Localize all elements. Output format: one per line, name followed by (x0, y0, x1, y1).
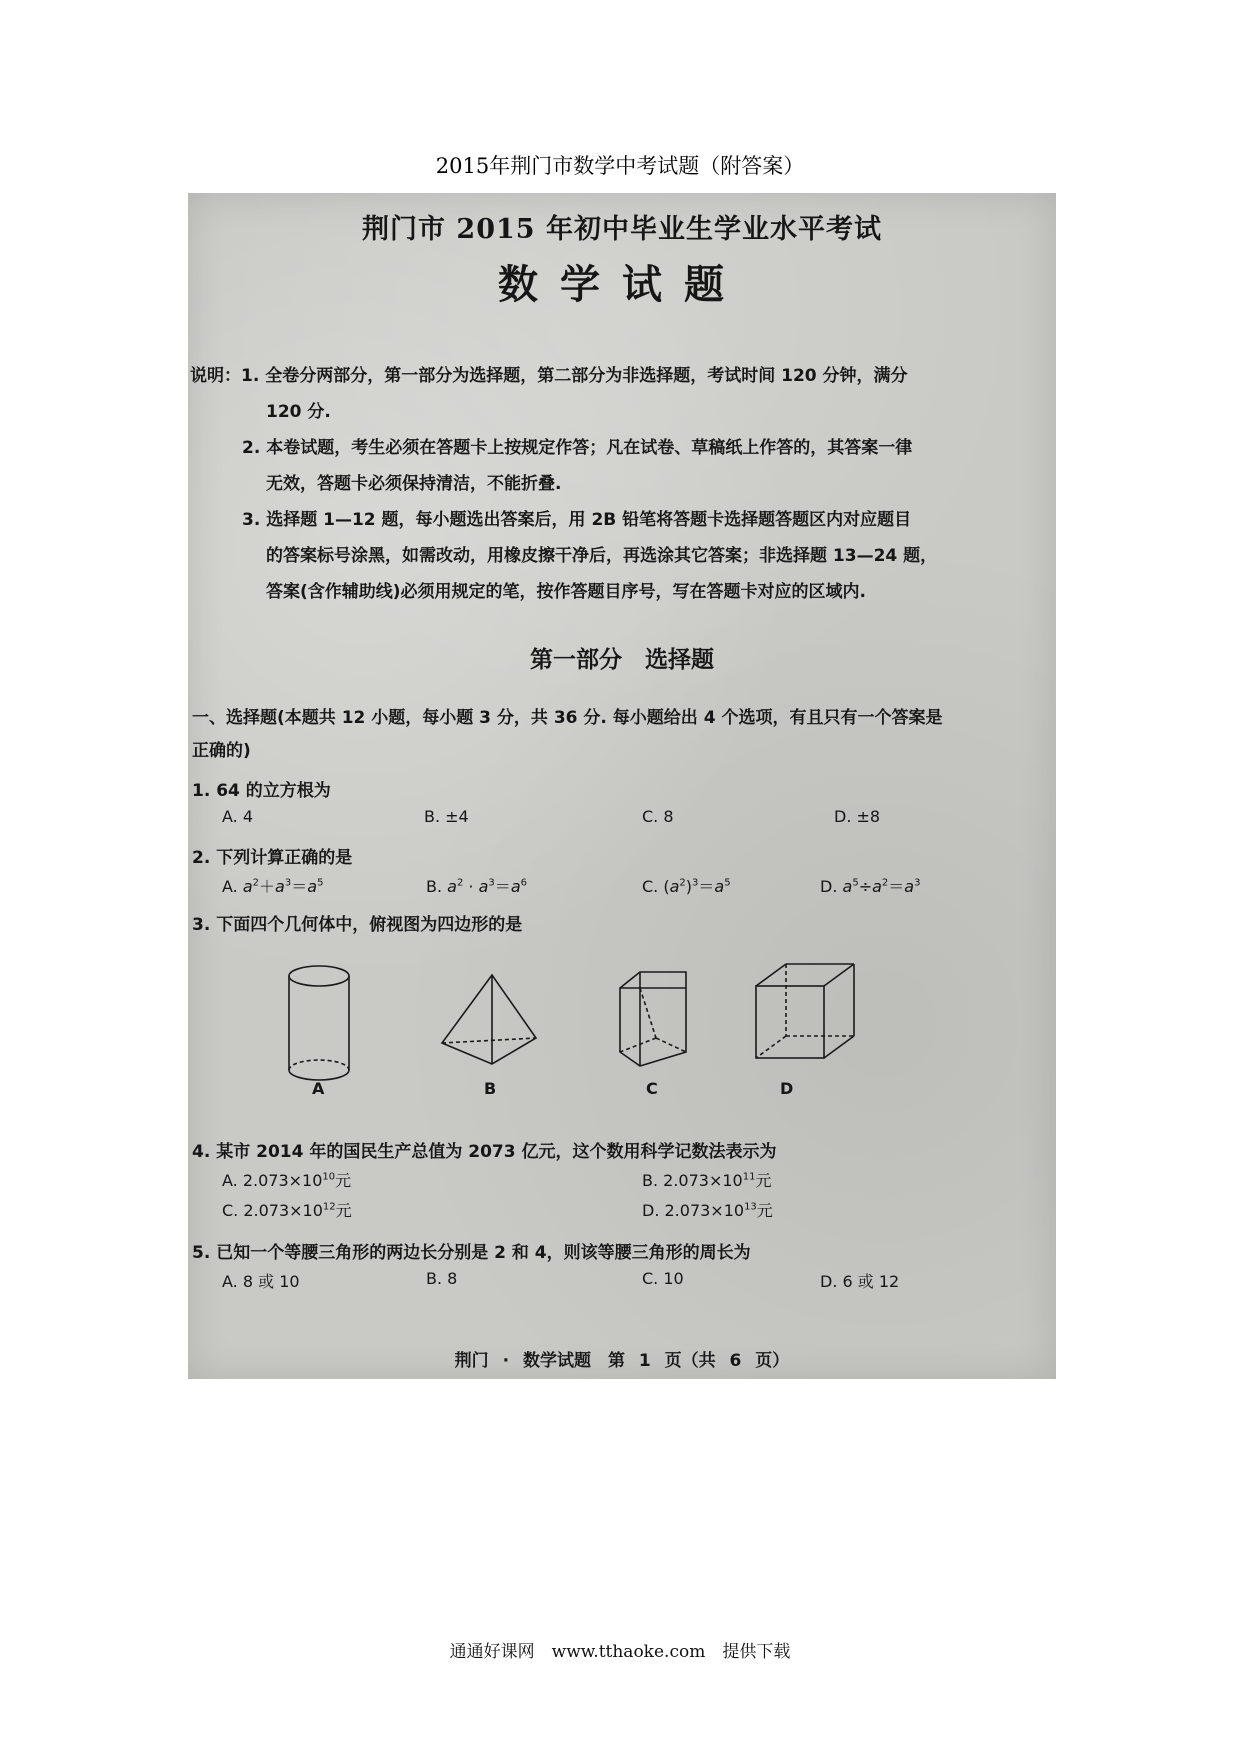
note-line: 3. 选择题 1—12 题，每小题选出答案后，用 2B 铅笔将答题卡选择题答题区内对应题目 (242, 510, 912, 530)
option-b: B. ±4 (424, 807, 469, 826)
option-d: D. $a^5\div a^2=a^3$ (820, 877, 921, 896)
option-b: B. $2.073\times 10^{11}$元 (642, 1171, 772, 1190)
option-b: B. $a^2 \cdot a^3=a^6$ (426, 877, 527, 896)
section-intro: 正确的) (192, 741, 251, 761)
solids-figure (188, 958, 1056, 1098)
question-4-options-row-1 (192, 1168, 1052, 1198)
question-3: 3. 下面四个几何体中，俯视图为四边形的是 (192, 915, 523, 935)
part-heading: 第一部分 选择题 (530, 647, 714, 673)
option-d: D. 6 或 12 (820, 1272, 900, 1291)
exam-notes (190, 358, 1050, 610)
option-a: A. $a^2+a^3=a^5$ (222, 877, 324, 896)
exam-heading: 荆门市 2015 年初中毕业生学业水平考试 (362, 214, 882, 245)
figure-label-d: D (780, 1079, 794, 1098)
scanned-exam-page (188, 193, 1056, 1379)
note-line: 2. 本卷试题，考生必须在答题卡上按规定作答；凡在试卷、草稿纸上作答的，其答案一律 (242, 438, 913, 458)
option-c: C. 8 (642, 807, 674, 826)
option-d: D. ±8 (834, 807, 881, 826)
cube-figure (756, 964, 854, 1058)
download-footer: 通通好课网 www.tthaoke.com 提供下载 (449, 1642, 791, 1662)
question-1-options (192, 807, 1052, 837)
question-1: 1. 64 的立方根为 (192, 781, 331, 801)
option-a: A. 4 (222, 807, 254, 826)
question-5-options (192, 1269, 1052, 1299)
note-line: 无效，答题卡必须保持清洁，不能折叠. (266, 474, 562, 494)
note-line: 120 分. (266, 402, 331, 422)
section-intro: 一、选择题(本题共 12 小题，每小题 3 分，共 36 分. 每小题给出 4 个选项，有且只有一个答案是 (192, 708, 943, 728)
exam-subject: 数学试题 (498, 261, 746, 308)
question-2: 2. 下列计算正确的是 (192, 848, 353, 868)
option-a: A. $2.073\times 10^{10}$元 (222, 1171, 352, 1190)
pyramid-figure (442, 975, 536, 1064)
option-a: A. 8 或 10 (222, 1272, 300, 1291)
figure-label-c: C (646, 1079, 658, 1098)
question-5: 5. 已知一个等腰三角形的两边长分别是 2 和 4，则该等腰三角形的周长为 (192, 1243, 751, 1263)
option-c: C. 10 (642, 1269, 684, 1288)
option-b: B. 8 (426, 1269, 458, 1288)
figure-label-b: B (484, 1079, 497, 1098)
note-line: 说明：1. 全卷分两部分，第一部分为选择题，第二部分为非选择题，考试时间 120 分钟，满分 (190, 366, 908, 386)
triangular-prism-figure (620, 972, 686, 1066)
figure-label-a: A (312, 1079, 325, 1098)
document-title: 2015年荆门市数学中考试题（附答案） (435, 154, 805, 178)
option-d: D. $2.073\times 10^{13}$元 (642, 1201, 773, 1220)
question-2-options (192, 874, 1052, 904)
exam-page-footer: 荆门 · 数学试题 第 1 页（共 6 页） (454, 1351, 790, 1371)
question-4-options-row-2 (192, 1198, 1052, 1228)
note-line: 答案(含作辅助线)必须用规定的笔，按作答题目序号，写在答题卡对应的区域内. (266, 582, 866, 602)
option-c: C. $2.073\times 10^{12}$元 (222, 1201, 352, 1220)
cylinder-figure (289, 966, 349, 1080)
question-4: 4. 某市 2014 年的国民生产总值为 2073 亿元，这个数用科学记数法表示为 (192, 1142, 777, 1162)
note-line: 的答案标号涂黑，如需改动，用橡皮擦干净后，再选涂其它答案；非选择题 13—24 题， (266, 546, 938, 566)
option-c: C. $(a^2)^3=a^5$ (642, 877, 731, 896)
